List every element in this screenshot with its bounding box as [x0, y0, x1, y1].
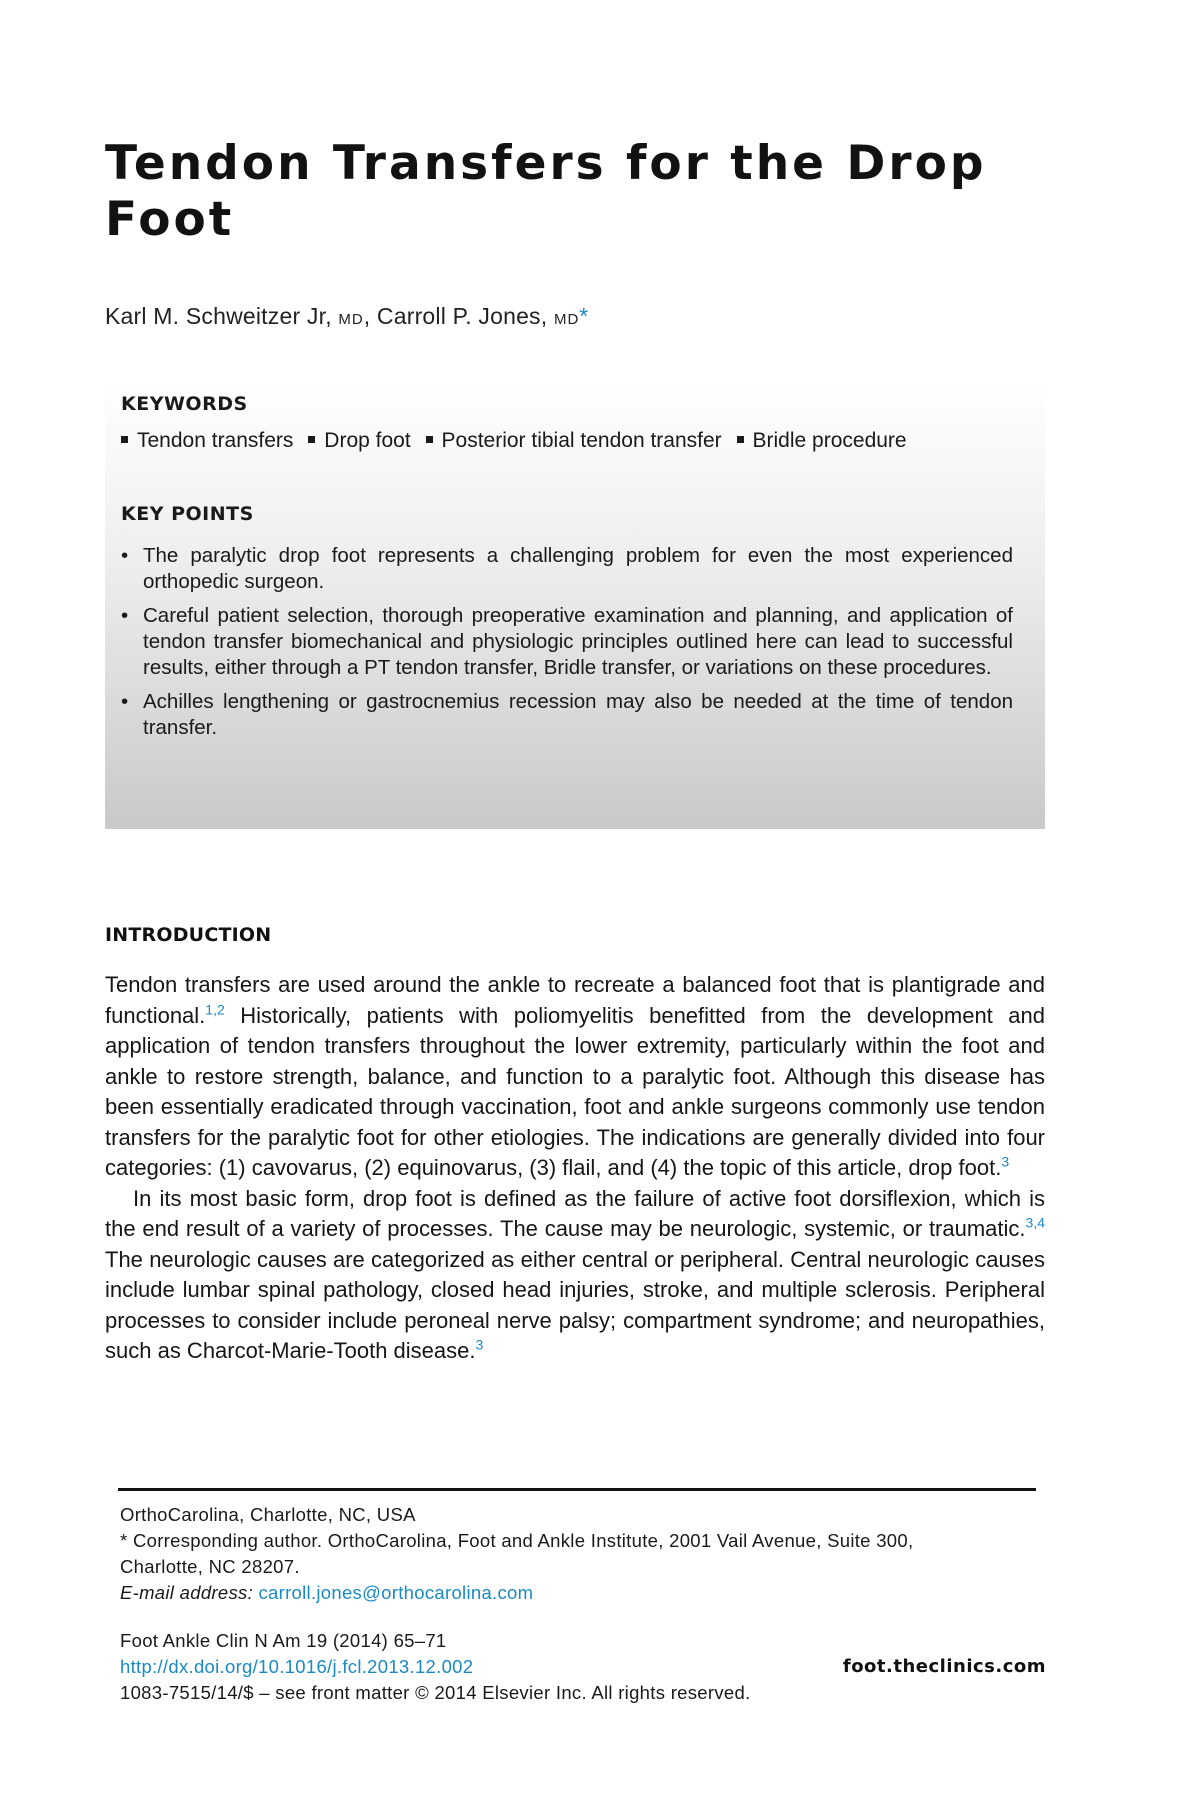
introduction-heading: INTRODUCTION	[105, 924, 272, 946]
doi-link[interactable]: http://dx.doi.org/10.1016/j.fcl.2013.12.002	[120, 1656, 474, 1677]
square-bullet-icon	[426, 436, 433, 443]
email-link[interactable]: carroll.jones@orthocarolina.com	[258, 1582, 534, 1603]
paragraph: In its most basic form, drop foot is defined as the failure of active foot dorsiflexion, which is the end result of a variety of processes. The cause may be neurologic, systemic, or traumatic.$^{3,4}$ The neurologic causes are categorized as either central or peripheral. Central neurologic causes include lumbar spinal pathology, closed head injuries, stroke, and multiple sclerosis. Peripheral processes to consider include peroneal nerve palsy; compartment syndrome; and neuropathies, such as Charcot-Marie-Tooth disease.$^3$	[105, 1185, 1045, 1363]
key-points-list	[121, 543, 1029, 741]
corresponding-author-address: Charlotte, NC 28207.	[120, 1556, 300, 1577]
key-point-item: • Achilles lengthening or gastrocnemius recession may also be needed at the time of tendon transfer.	[121, 690, 1013, 739]
square-bullet-icon	[737, 436, 744, 443]
author-degree: MD	[338, 311, 364, 328]
keyword-item: Tendon transfers	[121, 429, 293, 453]
email-line	[120, 1582, 1050, 1604]
footnote-divider	[118, 1488, 1036, 1491]
citation-link[interactable]: 3,4	[1025, 1214, 1045, 1231]
bullet-icon: •	[121, 690, 129, 713]
paragraph: Tendon transfers are used around the ankle to recreate a balanced foot that is plantigrade and functional.$^{1,2}$ Historically, patients with poliomyelitis benefitted from the development and application of tendon transfers throughout the lower extremity, particularly within the foot and ankle to restore strength, balance, and function to a paralytic foot. Although this disease has been essentially eradicated through vaccination, foot and ankle surgeons commonly use tendon transfers for the paralytic foot for other etiologies. The indications are generally divided into four categories: (1) cavovarus, (2) equinovarus, (3) flail, and (4) the topic of this article, drop foot.$^3$	[105, 972, 1045, 1180]
keyword-item: Drop foot	[308, 429, 410, 453]
corresponding-author-marker[interactable]: *	[579, 303, 589, 329]
key-point-item: • Careful patient selection, thorough preoperative examination and planning, and application of tendon transfer biomechanical and physiologic principles outlined here can lead to successful results, either through a PT tendon transfer, Bridle transfer, or variations on these procedures.	[121, 604, 1013, 679]
keyword-item: Posterior tibial tendon transfer	[426, 429, 722, 453]
citation-link[interactable]: 3	[475, 1336, 484, 1353]
copyright-line: 1083-7515/14/$ – see front matter © 2014 Elsevier Inc. All rights reserved.	[120, 1682, 751, 1703]
bullet-icon: •	[121, 604, 129, 627]
keyword-item: Bridle procedure	[737, 429, 907, 453]
key-point-item: • The paralytic drop foot represents a challenging problem for even the most experienced orthopedic surgeon.	[121, 544, 1013, 593]
bullet-icon: •	[121, 544, 129, 567]
keywords-list	[121, 429, 1029, 453]
author-line	[105, 303, 588, 330]
journal-citation: Foot Ankle Clin N Am 19 (2014) 65–71	[120, 1630, 447, 1651]
author-name: Carroll P. Jones,	[376, 303, 548, 329]
author-separator: ,	[363, 303, 371, 329]
author-degree: MD	[553, 311, 580, 328]
journal-website: foot.theclinics.com	[842, 1656, 1046, 1677]
citation-link[interactable]: 1,2	[205, 1001, 225, 1018]
article-title: Tendon Transfers for the Drop Foot	[105, 136, 987, 247]
square-bullet-icon	[121, 436, 128, 443]
author-name: Karl M. Schweitzer Jr,	[105, 303, 332, 329]
key-points-heading: KEY POINTS	[121, 503, 254, 525]
citation-link[interactable]: 3	[1001, 1153, 1010, 1170]
introduction-body	[105, 970, 1045, 1367]
square-bullet-icon	[308, 436, 315, 443]
affiliation: OrthoCarolina, Charlotte, NC, USA	[120, 1504, 416, 1525]
keywords-keypoints-box	[105, 383, 1045, 829]
email-label: E-mail address:	[120, 1582, 254, 1603]
keywords-heading: KEYWORDS	[121, 393, 248, 415]
corresponding-author-note: * Corresponding author. OrthoCarolina, Foot and Ankle Institute, 2001 Vail Avenue, Suite 300,	[120, 1530, 914, 1551]
